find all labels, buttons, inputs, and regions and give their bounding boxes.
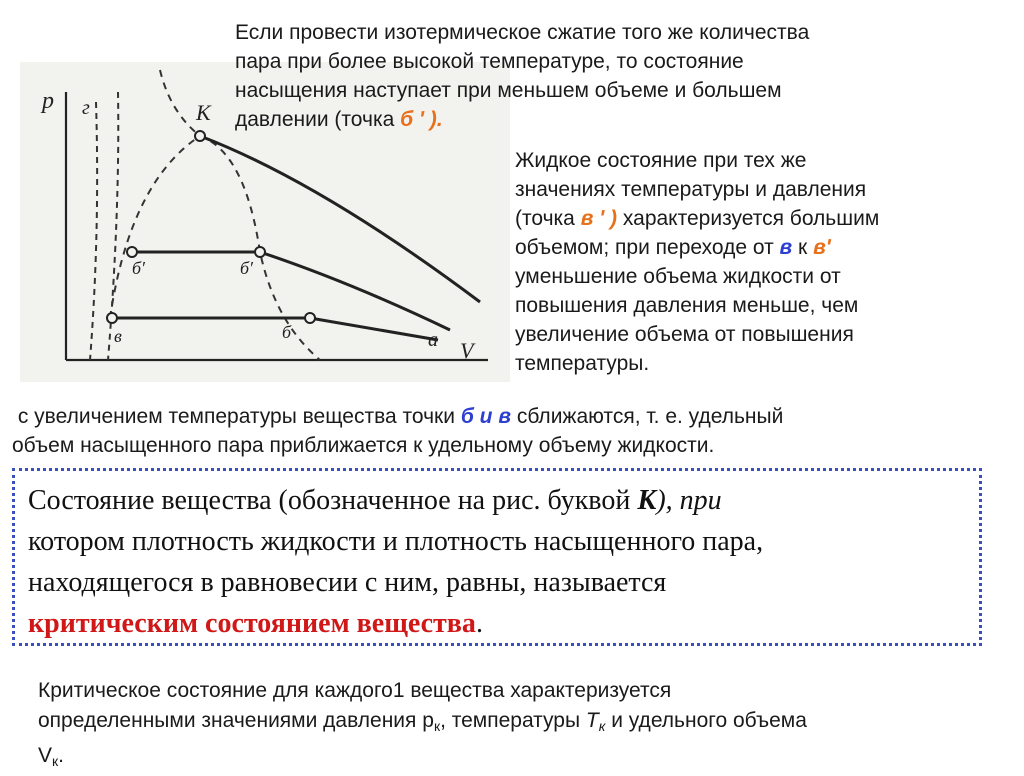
label-b: б (282, 322, 292, 342)
point-b (305, 313, 315, 323)
p2-line7: увеличение объема от повышения (515, 323, 854, 346)
label-g: г (82, 97, 90, 119)
label-V: V (460, 338, 474, 363)
paragraph-liquid-state (515, 146, 985, 378)
point-b-prime-ref: б ʹ ) (400, 108, 437, 131)
label-p: p (42, 88, 54, 114)
point-b-ref: б (460, 405, 474, 428)
point-v-ref-2: в (498, 405, 512, 428)
label-v: в (114, 326, 122, 346)
p4-line3: $V_к$. (38, 744, 64, 769)
box-line4: критическим состоянием вещества. (28, 608, 483, 639)
isotherm-lower-right (310, 318, 438, 340)
point-v-prime-ref-2: вʹ (813, 236, 831, 259)
point-k (195, 131, 205, 141)
p2-line2: значениях температуры и давления (515, 178, 867, 201)
letter-k: К (637, 485, 657, 516)
p1-line3: насыщения наступает при меньшем объеме и большем (235, 79, 782, 102)
p1-line2: пара при более высокой температуре, то состояние (235, 50, 744, 73)
p2-line6: повышения давления меньше, чем (515, 294, 859, 317)
dashed-curve-g (90, 102, 97, 360)
paragraph-points-converge (12, 402, 1012, 460)
p3-line1: с увеличением температуры вещества точки б и в сближаются, т. е. удельный (17, 405, 784, 428)
paragraph-isothermal-compression (235, 18, 935, 134)
p1-line1: Если провести изотермическое сжатие того же количества (235, 21, 810, 44)
p1-line4: давлении (точка б ʹ ). (235, 108, 443, 131)
dashed-curve-top (160, 70, 200, 136)
box-line1: Состояние вещества (обозначенное на рис. буквой К), при (28, 485, 722, 516)
p2-line4: объемом; при переходе от в к вʹ (515, 236, 831, 259)
p2-line5: уменьшение объема жидкости от (515, 265, 841, 288)
label-a: а (428, 329, 438, 351)
label-k: К (196, 100, 211, 125)
p2-line1: Жидкое состояние при тех же (515, 149, 807, 172)
critical-state-term: критическим состоянием вещества (28, 608, 476, 639)
point-v-ref: в (779, 236, 793, 259)
label-v-prime: б′ (132, 258, 145, 278)
point-v-prime (127, 247, 137, 257)
label-b-prime: б′ (240, 258, 253, 278)
paragraph-critical-parameters (38, 676, 998, 776)
p2-line8: температуры. (515, 352, 650, 375)
p3-line2: объем насыщенного пара приближается к удельному объему жидкости. (12, 434, 715, 457)
p4-line2: определенными значениями давления $p_к$, температуры $T_к$ и удельного объема (38, 709, 807, 734)
box-line2: котором плотность жидкости и плотность насыщенного пара, (28, 526, 764, 557)
point-v (107, 313, 117, 323)
p4-line1: Критическое состояние для каждого1 вещества характеризуется (38, 679, 672, 702)
box-line3: находящегося в равновесии с ним, равны, называется (28, 567, 667, 598)
definition-critical-state (28, 480, 968, 644)
point-b-prime (255, 247, 265, 257)
point-v-prime-ref: в ʹ ) (580, 207, 618, 230)
p2-line3: (точка в ʹ ) характеризуется большим (515, 207, 880, 230)
